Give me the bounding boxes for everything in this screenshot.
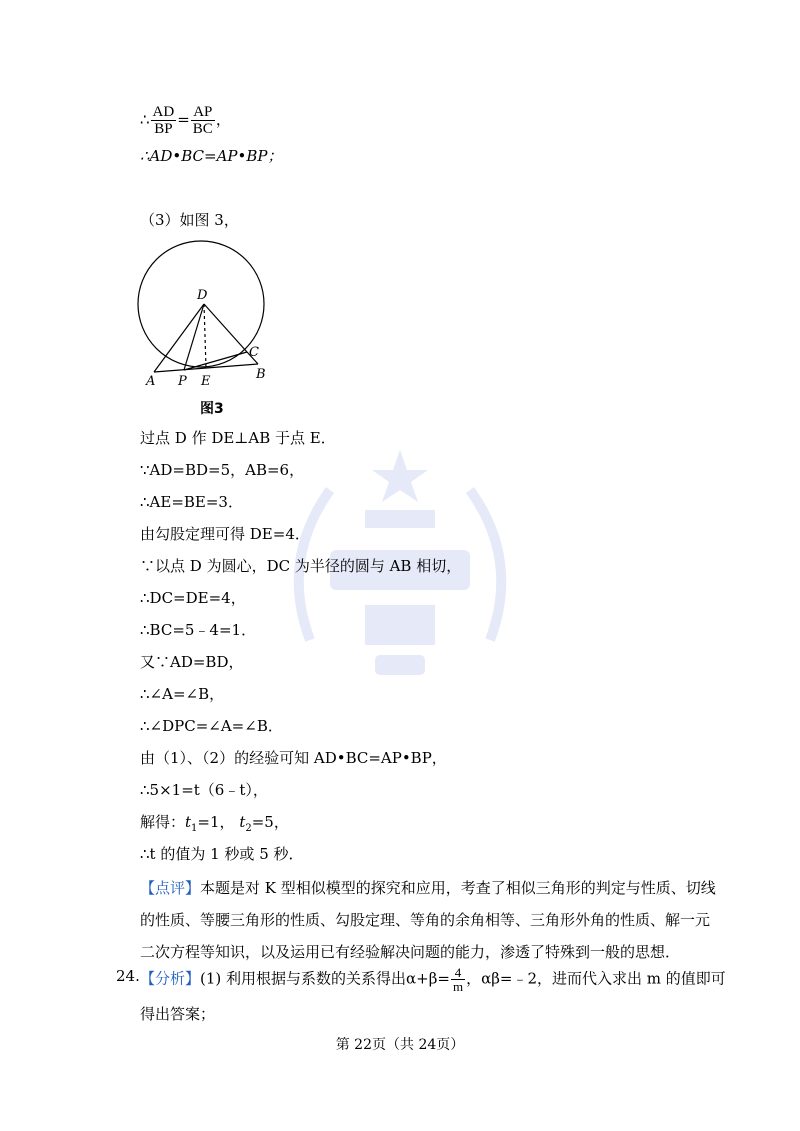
solution-line: ∴∠A=∠B， [140, 685, 225, 703]
t2-var: t [239, 813, 246, 831]
solution-line: ∴∠DPC=∠A=∠B． [140, 717, 283, 735]
label-e: E [201, 374, 211, 389]
therefore-symbol: ∴ [140, 110, 150, 129]
fraction-denominator: BC [192, 121, 213, 137]
label-d: D [197, 288, 208, 303]
q24-analysis-line [140, 966, 726, 993]
figure-3-diagram [136, 240, 276, 390]
label-p: P [178, 374, 187, 389]
part3-heading: （3）如图 3， [140, 211, 239, 229]
solution-line: ∴BC=5﹣4=1． [140, 621, 257, 639]
equals-sign: = [177, 110, 190, 129]
fraction-denominator: BP [154, 121, 173, 137]
t2-subscript: 2 [245, 823, 252, 834]
q24-analysis-line-2: 得出答案； [140, 1005, 216, 1023]
solution-line: 由（1）、（2）的经验可知 AD•BC=AP•BP， [140, 749, 447, 767]
solution-line: ∵以点 D 为圆心，DC 为半径的圆与 AB 相切， [140, 557, 462, 575]
ratio-equation [140, 104, 231, 137]
fraction-numerator: 4 [451, 966, 465, 980]
page-footer: 第 22页（共 24页） [335, 1037, 465, 1053]
solution-line: ∴AE=BE=3． [140, 493, 243, 511]
comment-tag: 【点评】 [140, 879, 201, 897]
segment-de-dashed [204, 304, 206, 368]
solution-line: 又∵AD=BD， [140, 653, 244, 671]
product-equation: ∴AD•BC=AP•BP； [140, 147, 283, 165]
analysis-tag: 【分析】 [140, 969, 201, 988]
analysis-text-b: ，αβ=﹣2，进而代入求出 m 的值即可 [466, 969, 726, 988]
segment-ad [154, 304, 204, 372]
comment-line-1 [140, 878, 716, 898]
comment-line-2: 的性质、等腰三角形的性质、勾股定理、等角的余角相等、三角形外角的性质、解一元 [140, 911, 711, 929]
comment-text: 本题是对 K 型相似模型的探究和应用，考查了相似三角形的判定与性质、切线 [200, 879, 716, 897]
segment-pd [184, 304, 204, 370]
fraction-ad-bp [151, 104, 177, 137]
solution-line: 由勾股定理可得 DE=4． [140, 525, 310, 543]
solution-line: 过点 D 作 DE⊥AB 于点 E． [140, 429, 336, 447]
solution-line: ∴DC=DE=4， [140, 589, 246, 607]
fraction-denominator: m [452, 979, 464, 994]
analysis-text-a: (1) 利用根据与系数的关系得出α+β= [200, 969, 450, 988]
fraction-4-m [451, 966, 465, 993]
fraction-numerator: AP [191, 104, 215, 121]
t1-value: =1， [197, 813, 235, 831]
circle [138, 241, 264, 367]
solve-prefix: 解得： [140, 813, 186, 831]
solution-line: ∴5×1=t（6﹣t）， [140, 781, 268, 799]
comment-line-3: 二次方程等知识，以及运用已有经验解决问题的能力，渗透了特殊到一般的思想． [140, 943, 681, 961]
t1-var: t [185, 813, 192, 831]
segment-dc [204, 304, 247, 352]
t1-subscript: 1 [191, 823, 198, 834]
question-number: 24. [116, 967, 140, 985]
solve-result [140, 812, 289, 839]
label-a: A [146, 374, 156, 389]
comma: ， [215, 110, 231, 129]
label-c: C [249, 345, 259, 360]
conclusion: ∴t 的值为 1 秒或 5 秒． [140, 845, 304, 863]
fraction-ap-bc [191, 104, 215, 137]
figure-caption: 图3 [200, 401, 224, 417]
solution-line: ∵AD=BD=5，AB=6， [140, 461, 305, 479]
label-b: B [256, 367, 266, 382]
t2-value: =5， [251, 813, 289, 831]
fraction-numerator: AD [152, 104, 175, 120]
